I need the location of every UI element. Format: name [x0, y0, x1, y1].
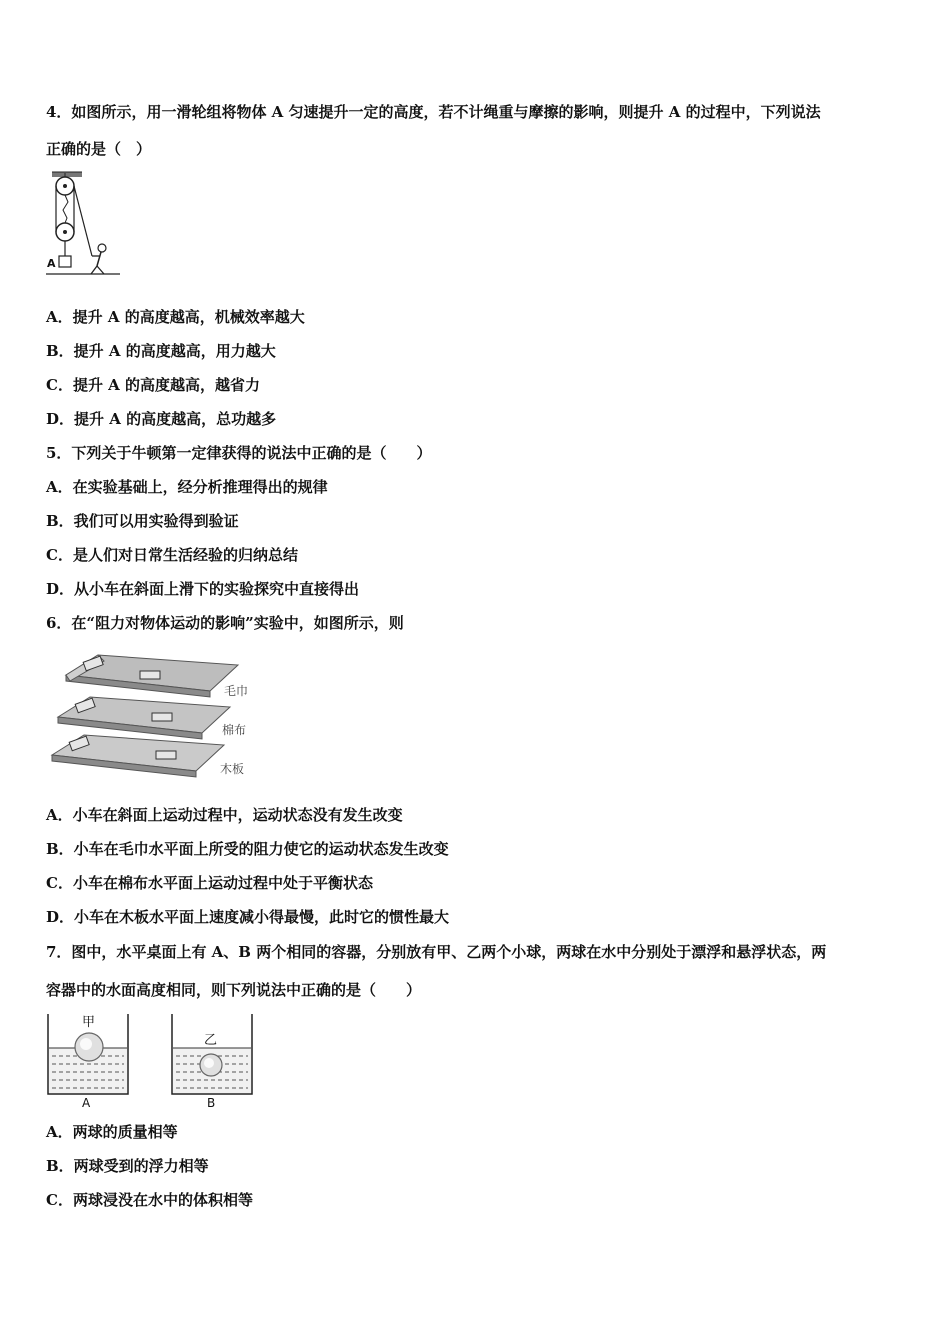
q5-option-b: B．我们可以用实验得到验证 — [46, 512, 239, 530]
ball-yi-label: 乙 — [204, 1033, 218, 1048]
q6-option-c: C．小车在棉布水平面上运动过程中处于平衡状态 — [46, 874, 373, 892]
ball-jia-label: 甲 — [82, 1015, 96, 1030]
q4-stem-line1: 4．如图所示，用一滑轮组将物体 A 匀速提升一定的高度，若不计绳重与摩擦的影响，则提升 A 的过程中，下列说法 — [46, 103, 821, 121]
container-a-label: A — [82, 1096, 91, 1110]
q6-option-b: B．小车在毛巾水平面上所受的阻力使它的运动状态发生改变 — [46, 840, 449, 858]
q5-option-d: D．从小车在斜面上滑下的实验探究中直接得出 — [46, 580, 360, 598]
q5-option-c: C．是人们对日常生活经验的归纳总结 — [46, 546, 298, 564]
container-b-label: B — [207, 1096, 216, 1110]
q7-stem-line1: 7．图中，水平桌面上有 A、B 两个相同的容器，分别放有甲、乙两个小球，两球在水中分别处于漂浮和悬浮状态，两 — [46, 943, 827, 961]
q7-option-a: A．两球的质量相等 — [46, 1123, 178, 1141]
incline-experiment-figure — [48, 647, 263, 782]
q6-option-d: D．小车在木板水平面上速度减小得最慢，此时它的惯性最大 — [46, 908, 450, 926]
q6-stem: 6．在“阻力对物体运动的影响”实验中，如图所示，则 — [46, 614, 404, 632]
q4-option-b: B．提升 A 的高度越高，用力越大 — [46, 342, 276, 360]
q7-option-c: C．两球浸没在水中的体积相等 — [46, 1191, 253, 1209]
q4-stem-line2: 正确的是（ ） — [46, 140, 152, 158]
label-cotton: 棉布 — [222, 723, 247, 737]
q6-option-a: A．小车在斜面上运动过程中，运动状态没有发生改变 — [46, 806, 403, 824]
q4-option-d: D．提升 A 的高度越高，总功越多 — [46, 410, 277, 428]
q4-option-a: A．提升 A 的高度越高，机械效率越大 — [46, 308, 305, 326]
pulley-block-label: A — [47, 257, 56, 270]
q7-stem-line2: 容器中的水面高度相同，则下列说法中正确的是（ ） — [46, 981, 422, 999]
label-wood: 木板 — [220, 762, 245, 776]
q5-stem: 5．下列关于牛顿第一定律获得的说法中正确的是（ ） — [46, 444, 432, 462]
label-towel: 毛巾 — [224, 684, 249, 698]
q7-option-b: B．两球受到的浮力相等 — [46, 1157, 209, 1175]
pulley-figure — [44, 170, 124, 282]
q5-option-a: A．在实验基础上，经分析推理得出的规律 — [46, 478, 328, 496]
q4-option-c: C．提升 A 的高度越高，越省力 — [46, 376, 261, 394]
containers-figure — [44, 1010, 259, 1110]
